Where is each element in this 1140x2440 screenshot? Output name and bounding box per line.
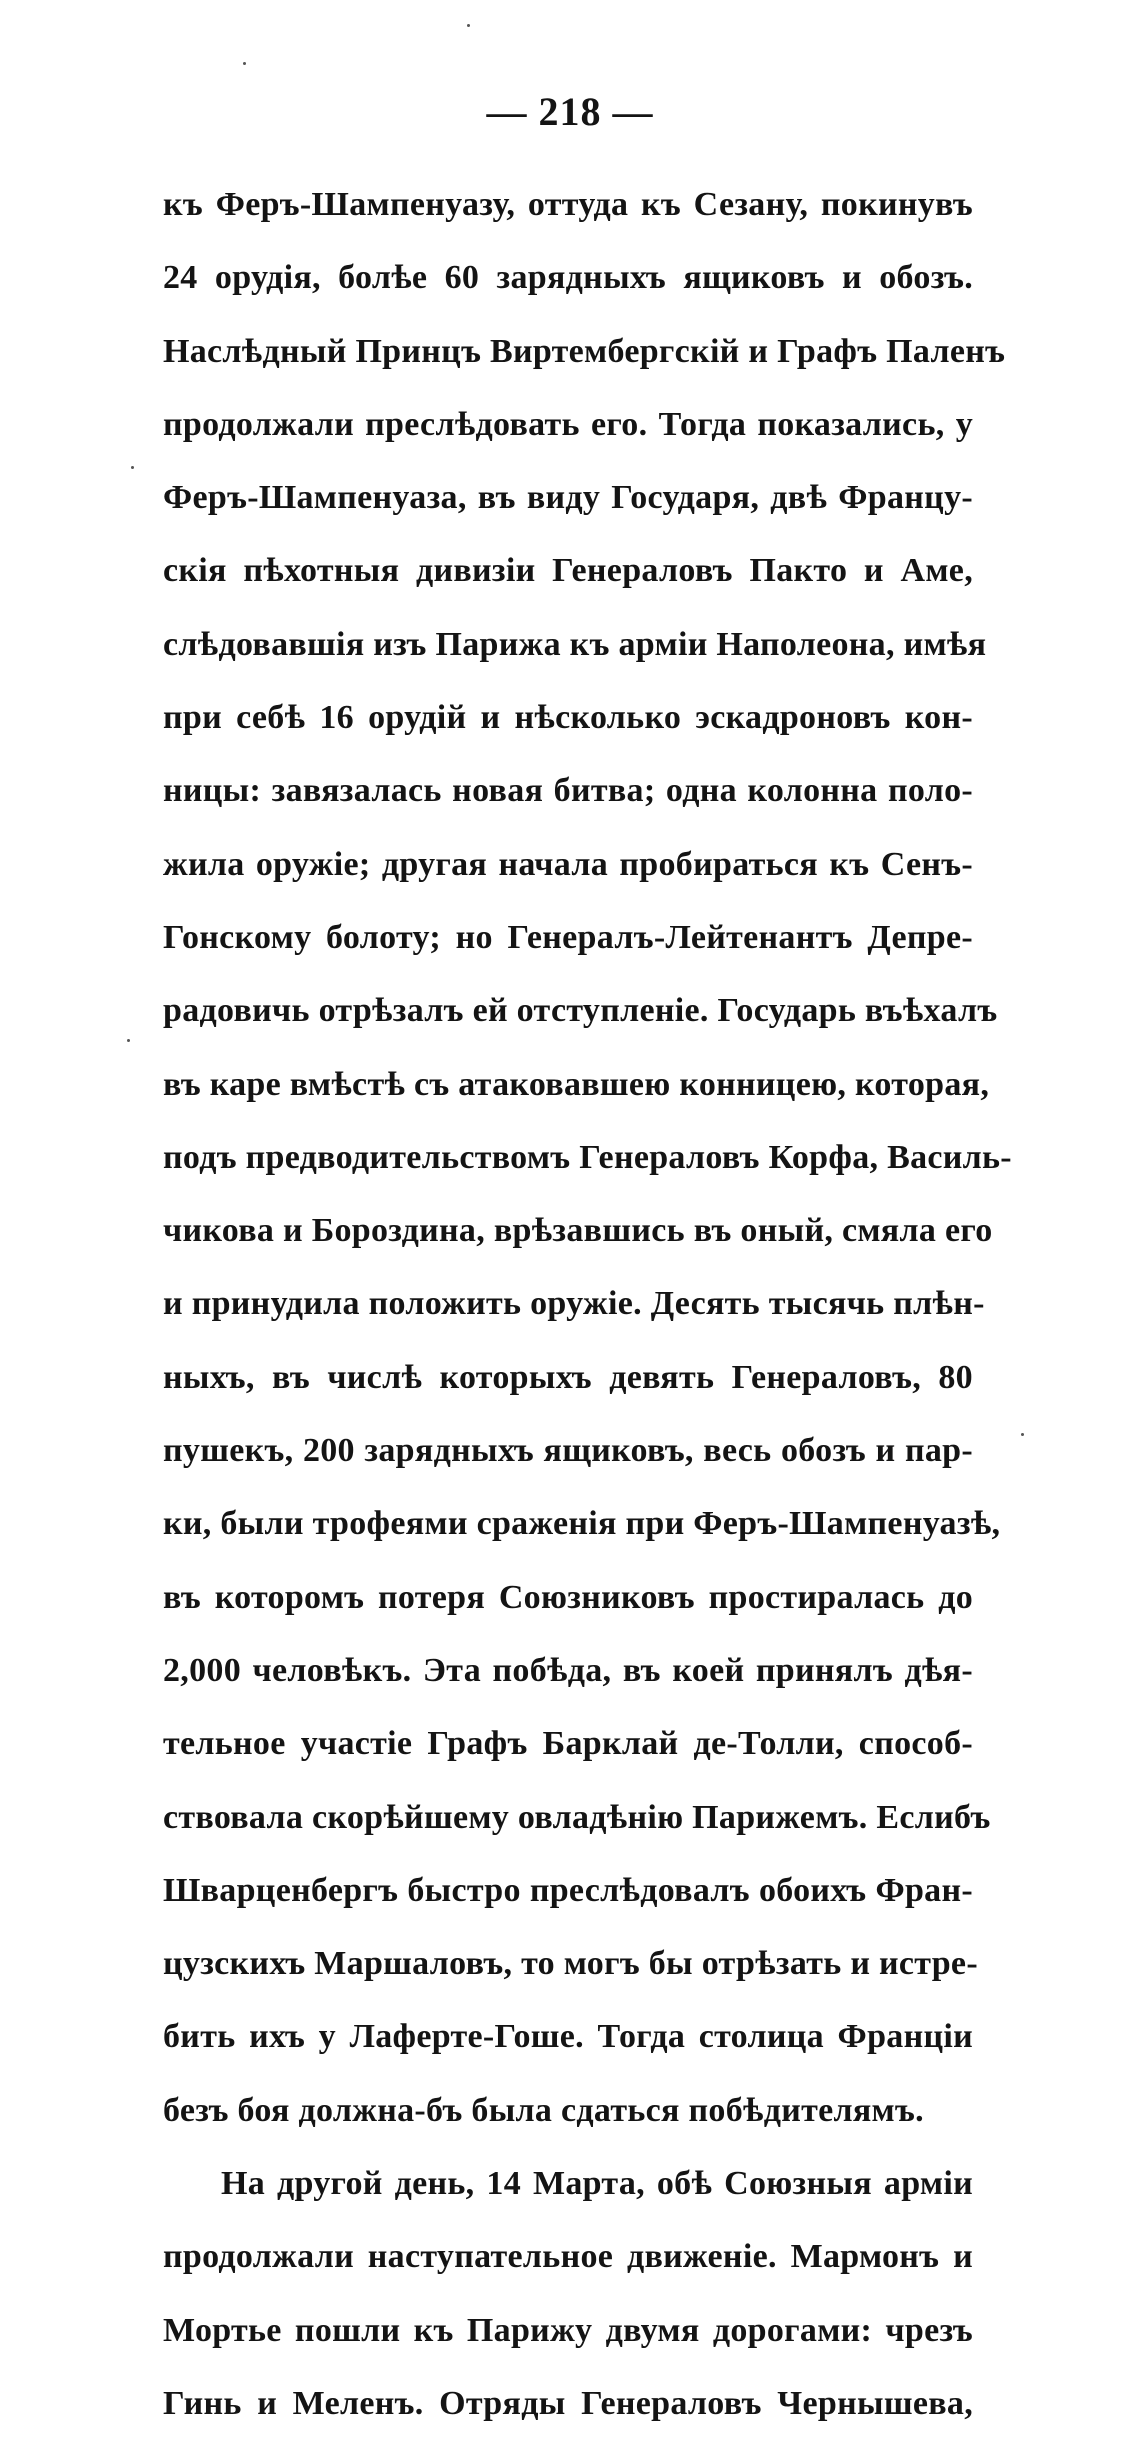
- text-line: и принудила положить оружіе. Десять тысячь плѣн-: [163, 1285, 985, 1323]
- scan-speck: [131, 466, 134, 469]
- text-line: въ которомъ потеря Союзниковъ простиралась до: [163, 1578, 973, 1616]
- text-line: бить ихъ у Лаферте-Гоше. Тогда столица Франціи: [163, 2018, 973, 2056]
- text-line: при себѣ 16 орудій и нѣсколько эскадроновъ кон-: [163, 699, 973, 737]
- text-line: Шварценбергъ быстро преслѣдовалъ обоихъ Фран-: [163, 1871, 973, 1909]
- text-line: 24 орудія, болѣе 60 зарядныхъ ящиковъ и обозъ.: [163, 259, 973, 297]
- text-line: цузскихъ Маршаловъ, то могъ бы отрѣзать и истре-: [163, 1945, 978, 1983]
- text-line: безъ боя должна-бъ была сдаться побѣдителямъ.: [163, 2091, 924, 2129]
- text-line: ныхъ, въ числѣ которыхъ девять Генераловъ, 80: [163, 1358, 973, 1396]
- scan-speck: [1021, 1433, 1024, 1436]
- page-number: — 218 —: [486, 89, 654, 134]
- text-line: Гонскому болоту; но Генералъ-Лейтенантъ Депре-: [163, 918, 973, 956]
- scan-speck: [467, 24, 470, 27]
- body-text: [163, 168, 1012, 2440]
- text-line: Наслѣдный Принцъ Виртембергскій и Графъ Паленъ: [163, 332, 1006, 370]
- text-line: ствовала скорѣйшему овладѣнію Парижемъ. Еслибъ: [163, 1798, 991, 1836]
- text-line: слѣдовавшія изъ Парижа къ арміи Наполеона, имѣя: [163, 625, 987, 663]
- text-line: радовичь отрѣзалъ ей отступленіе. Государь въѣхалъ: [163, 992, 998, 1030]
- text-line: пушекъ, 200 зарядныхъ ящиковъ, весь обозъ и пар-: [163, 1432, 973, 1470]
- scan-speck: [127, 1039, 130, 1042]
- text-line: продолжали наступательное движеніе. Мармонъ и: [163, 2238, 973, 2276]
- text-line: 2,000 человѣкъ. Эта побѣда, въ коей принялъ дѣя-: [163, 1651, 973, 1689]
- text-line: жила оружіе; другая начала пробираться къ Сенъ-: [163, 845, 973, 883]
- text-line: въ каре вмѣстѣ съ атаковавшею конницею, которая,: [163, 1065, 990, 1103]
- text-line: продолжали преслѣдовать его. Тогда показались, у: [163, 405, 973, 443]
- text-line: тельное участіе Графъ Барклай де-Толли, способ-: [163, 1725, 973, 1763]
- scan-speck: [243, 62, 246, 65]
- paragraph-first-line: На другой день, 14 Марта, обѣ Союзныя арміи: [221, 2165, 973, 2203]
- text-line: къ Феръ-Шампенуазу, оттуда къ Сезану, покинувъ: [163, 186, 973, 223]
- text-line: ки, были трофеями сраженія при Феръ-Шампенуазѣ,: [163, 1505, 1001, 1543]
- text-line: ницы: завязалась новая битва; одна колонна поло-: [163, 772, 973, 810]
- text-line: скія пѣхотныя дивизіи Генераловъ Пакто и Аме,: [163, 552, 973, 590]
- text-line: подъ предводительствомъ Генераловъ Корфа, Василь-: [163, 1138, 1012, 1176]
- text-line: Феръ-Шампенуаза, въ виду Государя, двѣ Францу-: [163, 479, 973, 517]
- text-line: чикова и Бороздина, врѣзавшись въ оный, смяла его: [163, 1212, 993, 1250]
- text-line: Гинь и Меленъ. Отряды Генераловъ Чернышева,: [163, 2384, 973, 2422]
- text-line: Мортье пошли къ Парижу двумя дорогами: чрезъ: [163, 2311, 973, 2349]
